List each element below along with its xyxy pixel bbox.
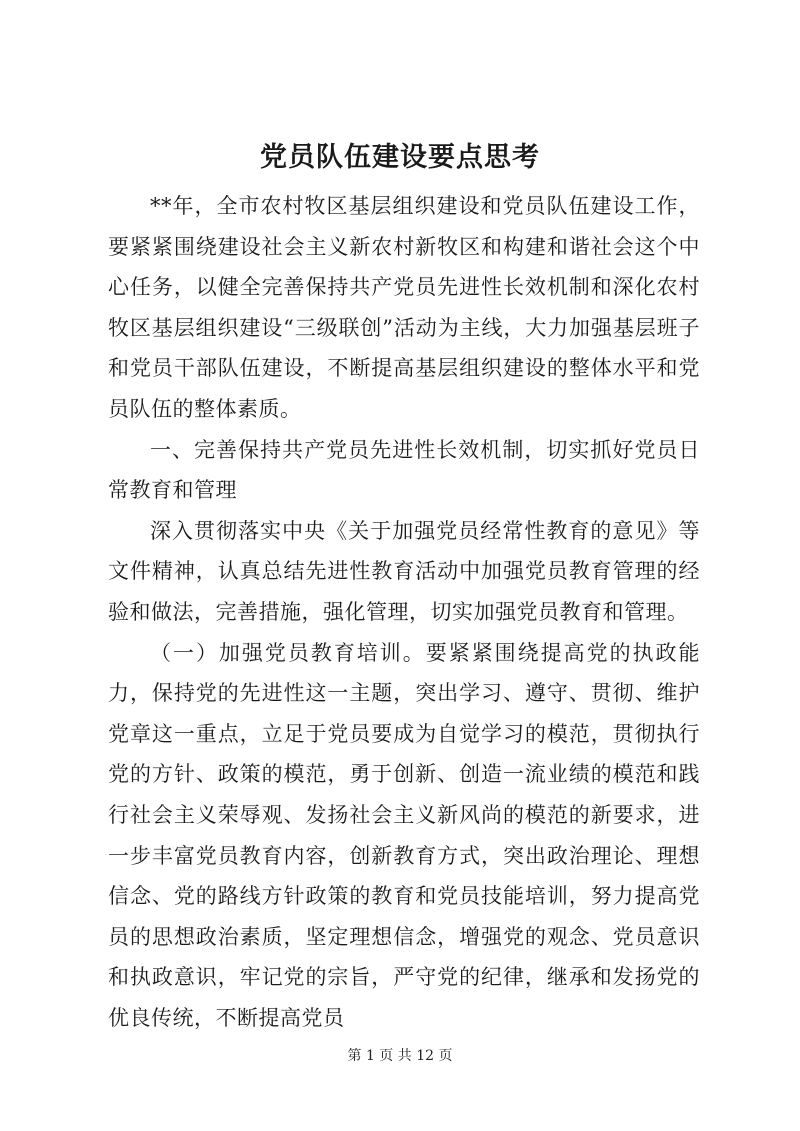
document-title: 党员队伍建设要点思考 xyxy=(260,142,540,173)
paragraph-intro: **年，全市农村牧区基层组织建设和党员队伍建设工作，要紧紧围绕建设社会主义新农村新牧区和构建和谐社会这个中心任务，以健全完善保持共产党员先进性长效机制和深化农村牧区基层组织建设“三级联创”活动为主线，大力加强基层班子和党员干部队伍建设，不断提高基层组织建设的整体水平和党员队伍的整体素质。 xyxy=(108,194,700,421)
paragraph-section-1: 深入贯彻落实中央《关于加强党员经常性教育的意见》等文件精神，认真总结先进性教育活动中加强党员教育管理的经验和做法，完善措施，强化管理，切实加强党员教育和管理。 xyxy=(108,518,700,624)
page-footer: 第 1 页 共 12 页 xyxy=(347,1048,453,1064)
document-body xyxy=(108,186,700,1038)
paragraph-subsection-1: （一）加强党员教育培训。要紧紧围绕提高党的执政能力，保持党的先进性这一主题，突出学习、遵守、贯彻、维护党章这一重点，立足于党员要成为自觉学习的模范，贯彻执行党的方针、政策的模范，勇于创新、创造一流业绩的模范和践行社会主义荣辱观、发扬社会主义新风尚的模范的新要求，进一步丰富党员教育内容，创新教育方式，突出政治理论、理想信念、党的路线方针政策的教育和党员技能培训，努力提高党员的思想政治素质，坚定理想信念，增强党的观念、党员意识和执政意识，牢记党的宗旨，严守党的纪律，继承和发扬党的优良传统，不断提高党员 xyxy=(108,640,700,1030)
section-heading-1: 一、完善保持共产党员先进性长效机制，切实抓好党员日常教育和管理 xyxy=(108,437,700,503)
